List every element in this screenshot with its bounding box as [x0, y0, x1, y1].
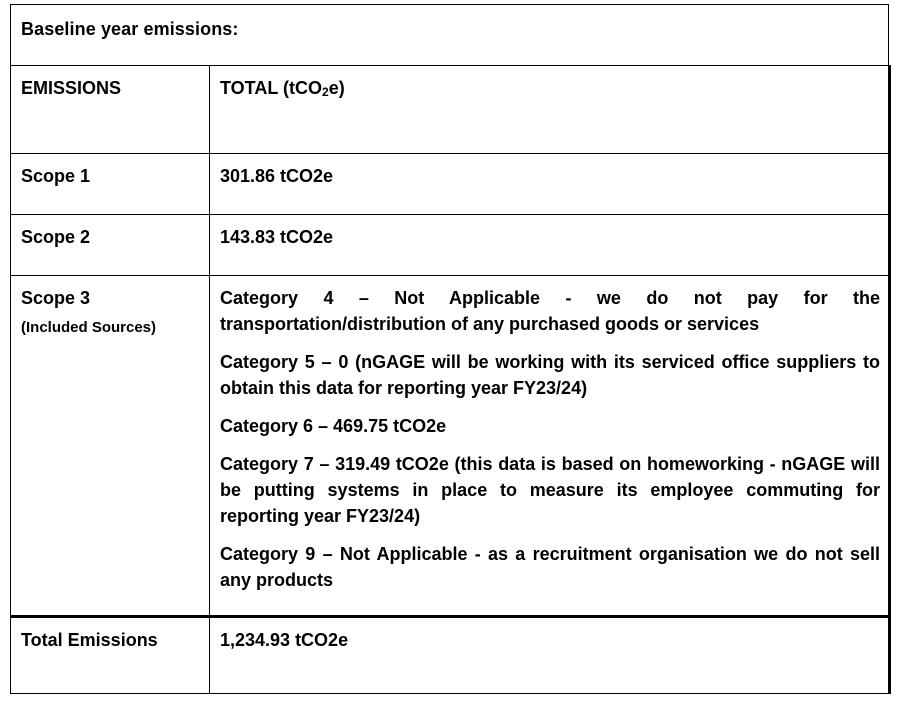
category-9-text: Category 9 – Not Applicable - as a recruitment organisation we do not sell any products	[220, 544, 880, 590]
category-4-text: Category 4 – Not Applicable - we do not pay for the transportation/distribution of any purchased goods or services	[220, 288, 880, 334]
total-header-suffix: e)	[328, 78, 345, 98]
header-cell-total	[210, 66, 890, 154]
scope-1-label-cell: Scope 1	[11, 154, 210, 215]
document-page	[10, 0, 890, 716]
category-6-text: Category 6 – 469.75 tCO2e	[220, 416, 447, 436]
total-header-prefix: TOTAL (tCO	[220, 78, 322, 98]
scope-3-label-cell	[11, 276, 210, 617]
table-row-scope-3	[11, 276, 890, 617]
total-header-subscript: 2	[322, 85, 329, 99]
category-7-text: Category 7 – 319.49 tCO2e (this data is based on homeworking - nGAGE will be putting systems in place to measure its employee commuting for reporting year FY23/24)	[220, 454, 880, 526]
category-5-text: Category 5 – 0 (nGAGE will be working with its serviced office suppliers to obtain this data for reporting year FY23/24)	[220, 352, 880, 398]
total-value-cell: 1,234.93 tCO2e	[210, 617, 890, 694]
scope-2-value-cell: 143.83 tCO2e	[210, 215, 890, 276]
emissions-table	[10, 65, 891, 694]
scope-2-label-cell: Scope 2	[11, 215, 210, 276]
table-row-scope-2	[11, 215, 890, 276]
total-label-cell: Total Emissions	[11, 617, 210, 694]
scope-1-value-cell: 301.86 tCO2e	[210, 154, 890, 215]
scope-3-label: Scope 3	[21, 288, 91, 308]
table-row-scope-1	[11, 154, 890, 215]
header-cell-emissions: EMISSIONS	[11, 66, 210, 154]
scope-3-note: (Included Sources)	[21, 319, 157, 336]
section-title: Baseline year emissions:	[21, 19, 239, 39]
title-box	[10, 4, 889, 65]
table-header-row	[11, 66, 890, 154]
table-row-total	[11, 617, 890, 694]
scope-3-categories-cell	[210, 276, 890, 617]
